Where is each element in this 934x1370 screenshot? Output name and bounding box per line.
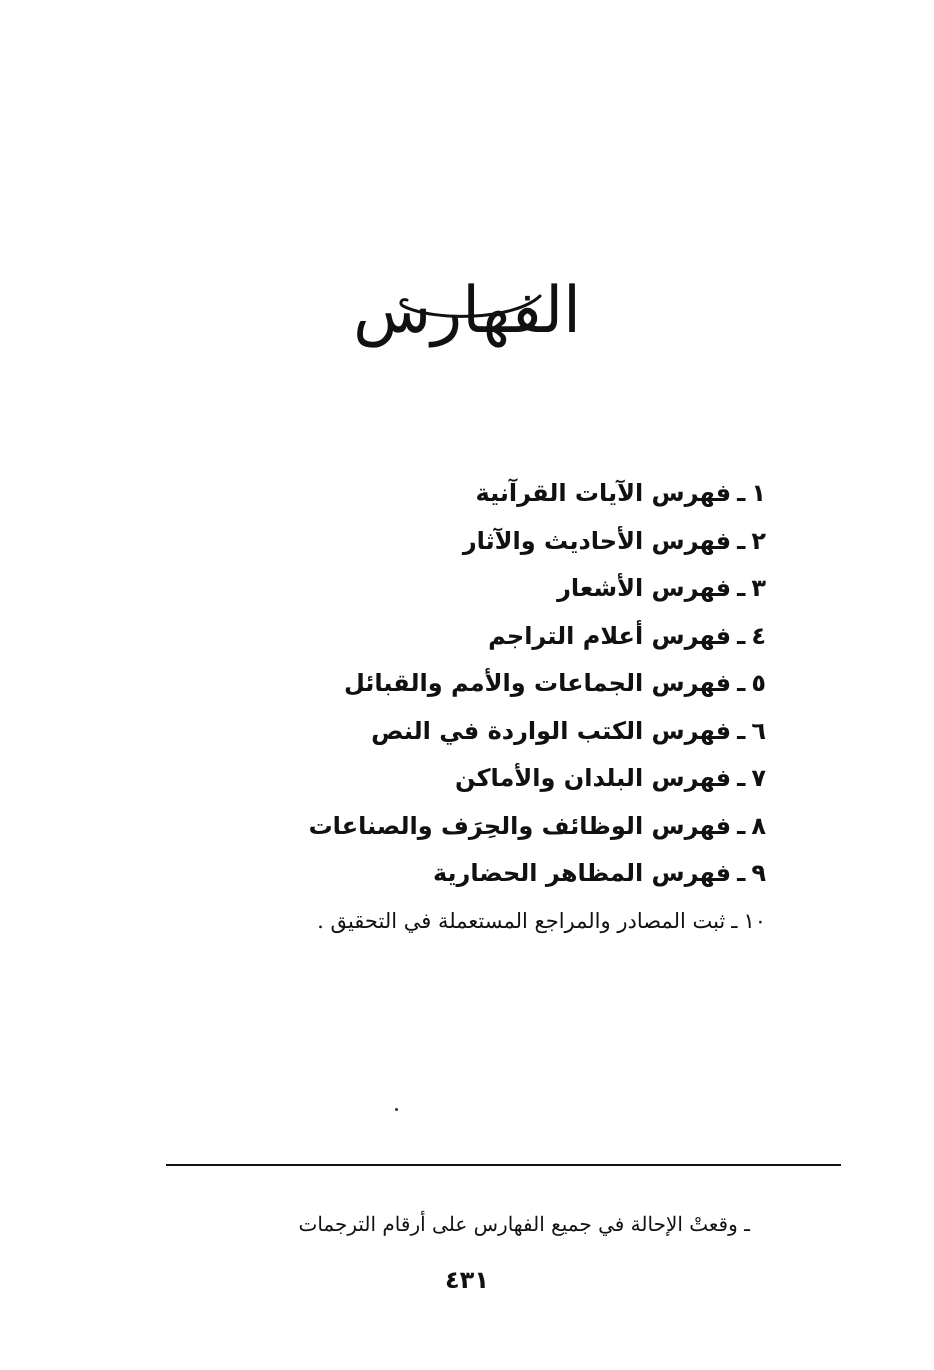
index-item	[206, 470, 766, 518]
index-item-separator: ـ	[731, 908, 738, 933]
index-item-number: ٧	[751, 764, 766, 792]
index-item-number: ٥	[751, 669, 766, 697]
index-item-number: ٢	[751, 526, 766, 555]
index-item-label: فهرس البلدان والأماكن	[454, 764, 732, 792]
index-item	[206, 660, 766, 708]
index-item-number: ٩	[751, 859, 766, 887]
page-number: ٤٣١	[445, 1266, 489, 1294]
index-item-separator: ـ	[737, 669, 746, 697]
index-item-label: فهرس الكتب الواردة في النص	[371, 716, 732, 745]
index-item-label: فهرس المظاهر الحضارية	[432, 859, 732, 887]
index-item-number: ٦	[751, 716, 766, 745]
index-item	[206, 850, 766, 898]
index-item-number: ٤	[751, 621, 766, 650]
index-item-label: فهرس الأحاديث والآثار	[462, 526, 732, 555]
index-item-separator: ـ	[737, 526, 746, 555]
index-item-number: ٨	[751, 811, 766, 840]
index-item	[206, 708, 766, 756]
index-item-separator: ـ	[737, 716, 746, 745]
index-item	[206, 803, 766, 851]
page-title: الفهارس	[353, 273, 581, 348]
index-item-label: فهرس الوظائف والحِرَف والصناعات	[308, 811, 732, 840]
footnote-divider	[166, 1164, 841, 1166]
index-item-label: فهرس الأشعار	[557, 574, 732, 602]
footnote: ـ وقعتْ الإحالة في جميع الفهارس على أرقام الترجمات	[298, 1212, 750, 1236]
index-item	[206, 518, 766, 566]
index-item-separator: ـ	[737, 574, 746, 602]
index-item-number: ١٠	[743, 908, 766, 933]
index-item-separator: ـ	[737, 764, 746, 792]
index-item-number: ٣	[751, 574, 766, 602]
index-item-separator: ـ	[737, 811, 746, 840]
index-item	[206, 613, 766, 661]
index-item	[206, 898, 766, 946]
title-swash-ornament	[395, 292, 545, 322]
index-list	[206, 470, 766, 945]
index-item-label: فهرس الآيات القرآنية	[475, 479, 732, 507]
index-item-separator: ـ	[737, 621, 746, 650]
print-speck	[395, 1108, 398, 1111]
index-item-label: فهرس الجماعات والأمم والقبائل	[343, 669, 732, 697]
index-item-number: ١	[751, 479, 766, 507]
index-item-separator: ـ	[737, 479, 746, 507]
index-item	[206, 565, 766, 613]
index-item-label: ثبت المصادر والمراجع المستعملة في التحقيق .	[317, 908, 726, 933]
index-item-separator: ـ	[737, 859, 746, 887]
index-item	[206, 755, 766, 803]
index-item-label: فهرس أعلام التراجم	[488, 621, 732, 650]
